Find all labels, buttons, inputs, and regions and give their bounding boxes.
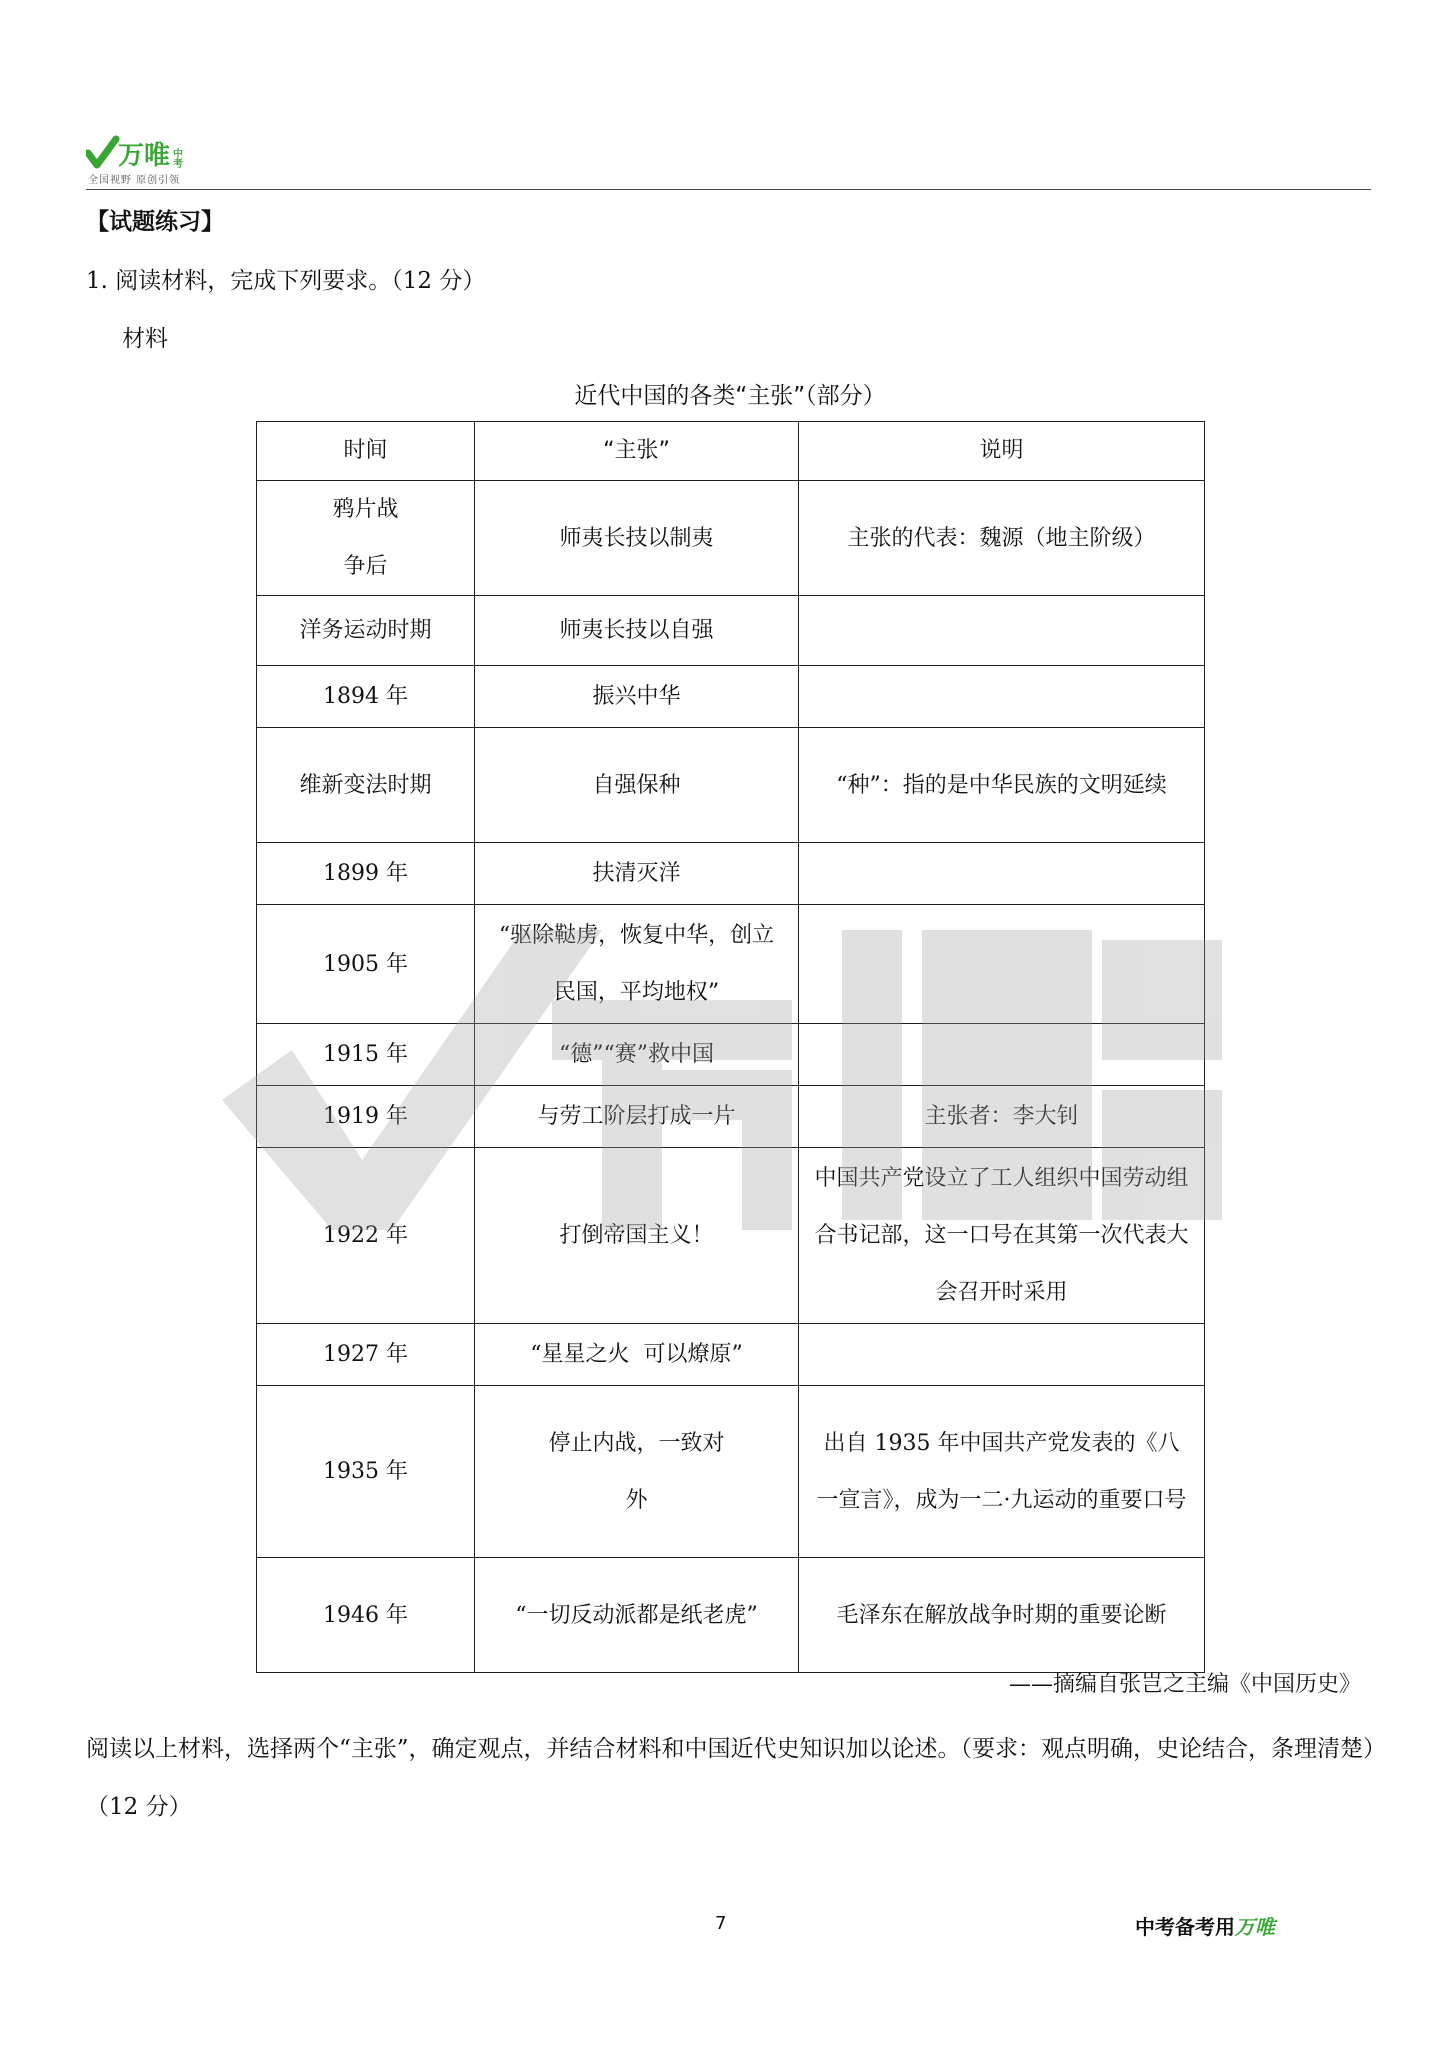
table-row [257, 1148, 1205, 1324]
cell-claim: “一切反动派都是纸老虎” [475, 1558, 799, 1673]
table-row [257, 1086, 1205, 1148]
cell-claim: 振兴中华 [475, 666, 799, 728]
cell-claim: 自强保种 [475, 728, 799, 843]
question-prompt: 1. 阅读材料，完成下列要求。（12 分） [86, 268, 486, 294]
question-instruction: 阅读以上材料，选择两个“主张”，确定观点，并结合材料和中国近代史知识加以论述。（要求：观点明确，史论结合，条理清楚）（12 分） [86, 1736, 1375, 1820]
cell-claim: 与劳工阶层打成一片 [475, 1086, 799, 1148]
cell-note: 中国共产党设立了工人组织中国劳动组合书记部，这一口号在其第一次代表大会召开时采用 [799, 1148, 1205, 1324]
footer-brand [1135, 1911, 1275, 1940]
column-header-time: 时间 [257, 422, 475, 481]
cell-note [799, 905, 1205, 1024]
table-row [257, 481, 1205, 596]
section-title: 【试题练习】 [86, 209, 224, 235]
cell-claim: 打倒帝国主义！ [475, 1148, 799, 1324]
cell-time: 1922 年 [257, 1148, 475, 1324]
table-row [257, 1324, 1205, 1386]
table-row [257, 728, 1205, 843]
source-citation: ——摘编自张岂之主编《中国历史》 [1008, 1672, 1361, 1697]
cell-claim: “星星之火 可以燎原” [475, 1324, 799, 1386]
cell-time: 鸦片战争后 [257, 481, 475, 596]
cell-time: 1919 年 [257, 1086, 475, 1148]
cell-time: 1935 年 [257, 1386, 475, 1558]
table-header-row [257, 422, 1205, 481]
logo-tagline: 全国视野 原创引领 [88, 175, 181, 186]
cell-note [799, 596, 1205, 666]
cell-note [799, 843, 1205, 905]
cell-claim: 师夷长技以制夷 [475, 481, 799, 596]
cell-time: 1927 年 [257, 1324, 475, 1386]
cell-note [799, 666, 1205, 728]
claims-table [256, 421, 1205, 1673]
cell-time: 维新变法时期 [257, 728, 475, 843]
checkmark-logo-icon [86, 135, 216, 171]
table-row [257, 905, 1205, 1024]
cell-claim: “驱除鞑虏，恢复中华，创立民国，平均地权” [475, 905, 799, 1024]
cell-note: 主张的代表：魏源（地主阶级） [799, 481, 1205, 596]
page-number: 7 [715, 1913, 727, 1934]
table-row [257, 843, 1205, 905]
logo-wordmark: 万唯 [118, 141, 171, 171]
cell-note: 出自 1935 年中国共产党发表的《八一宣言》，成为一二·九运动的重要口号 [799, 1386, 1205, 1558]
column-header-claim: “主张” [475, 422, 799, 481]
cell-note: “种”：指的是中华民族的文明延续 [799, 728, 1205, 843]
table-row [257, 1386, 1205, 1558]
brand-logo [86, 135, 216, 185]
cell-note: 毛泽东在解放战争时期的重要论断 [799, 1558, 1205, 1673]
cell-claim: 师夷长技以自强 [475, 596, 799, 666]
cell-claim: 停止内战，一致对外 [475, 1386, 799, 1558]
table-row [257, 1558, 1205, 1673]
material-label: 材料 [122, 326, 168, 352]
footer-brand-prefix: 中考备考用 [1135, 1915, 1235, 1939]
table-row [257, 596, 1205, 666]
cell-time: 1905 年 [257, 905, 475, 1024]
column-header-note: 说明 [799, 422, 1205, 481]
logo-badge: 中考 [170, 148, 182, 168]
table-row [257, 666, 1205, 728]
cell-time: 1946 年 [257, 1558, 475, 1673]
cell-claim: “德”“赛”救中国 [475, 1024, 799, 1086]
cell-note [799, 1024, 1205, 1086]
cell-claim: 扶清灭洋 [475, 843, 799, 905]
cell-time: 1894 年 [257, 666, 475, 728]
cell-time: 洋务运动时期 [257, 596, 475, 666]
cell-note: 主张者：李大钊 [799, 1086, 1205, 1148]
table-caption: 近代中国的各类“主张”（部分） [574, 383, 886, 409]
table-row [257, 1024, 1205, 1086]
footer-brand-name: 万唯 [1235, 1915, 1275, 1939]
cell-time: 1899 年 [257, 843, 475, 905]
cell-time: 1915 年 [257, 1024, 475, 1086]
header-divider [86, 189, 1371, 190]
cell-note [799, 1324, 1205, 1386]
